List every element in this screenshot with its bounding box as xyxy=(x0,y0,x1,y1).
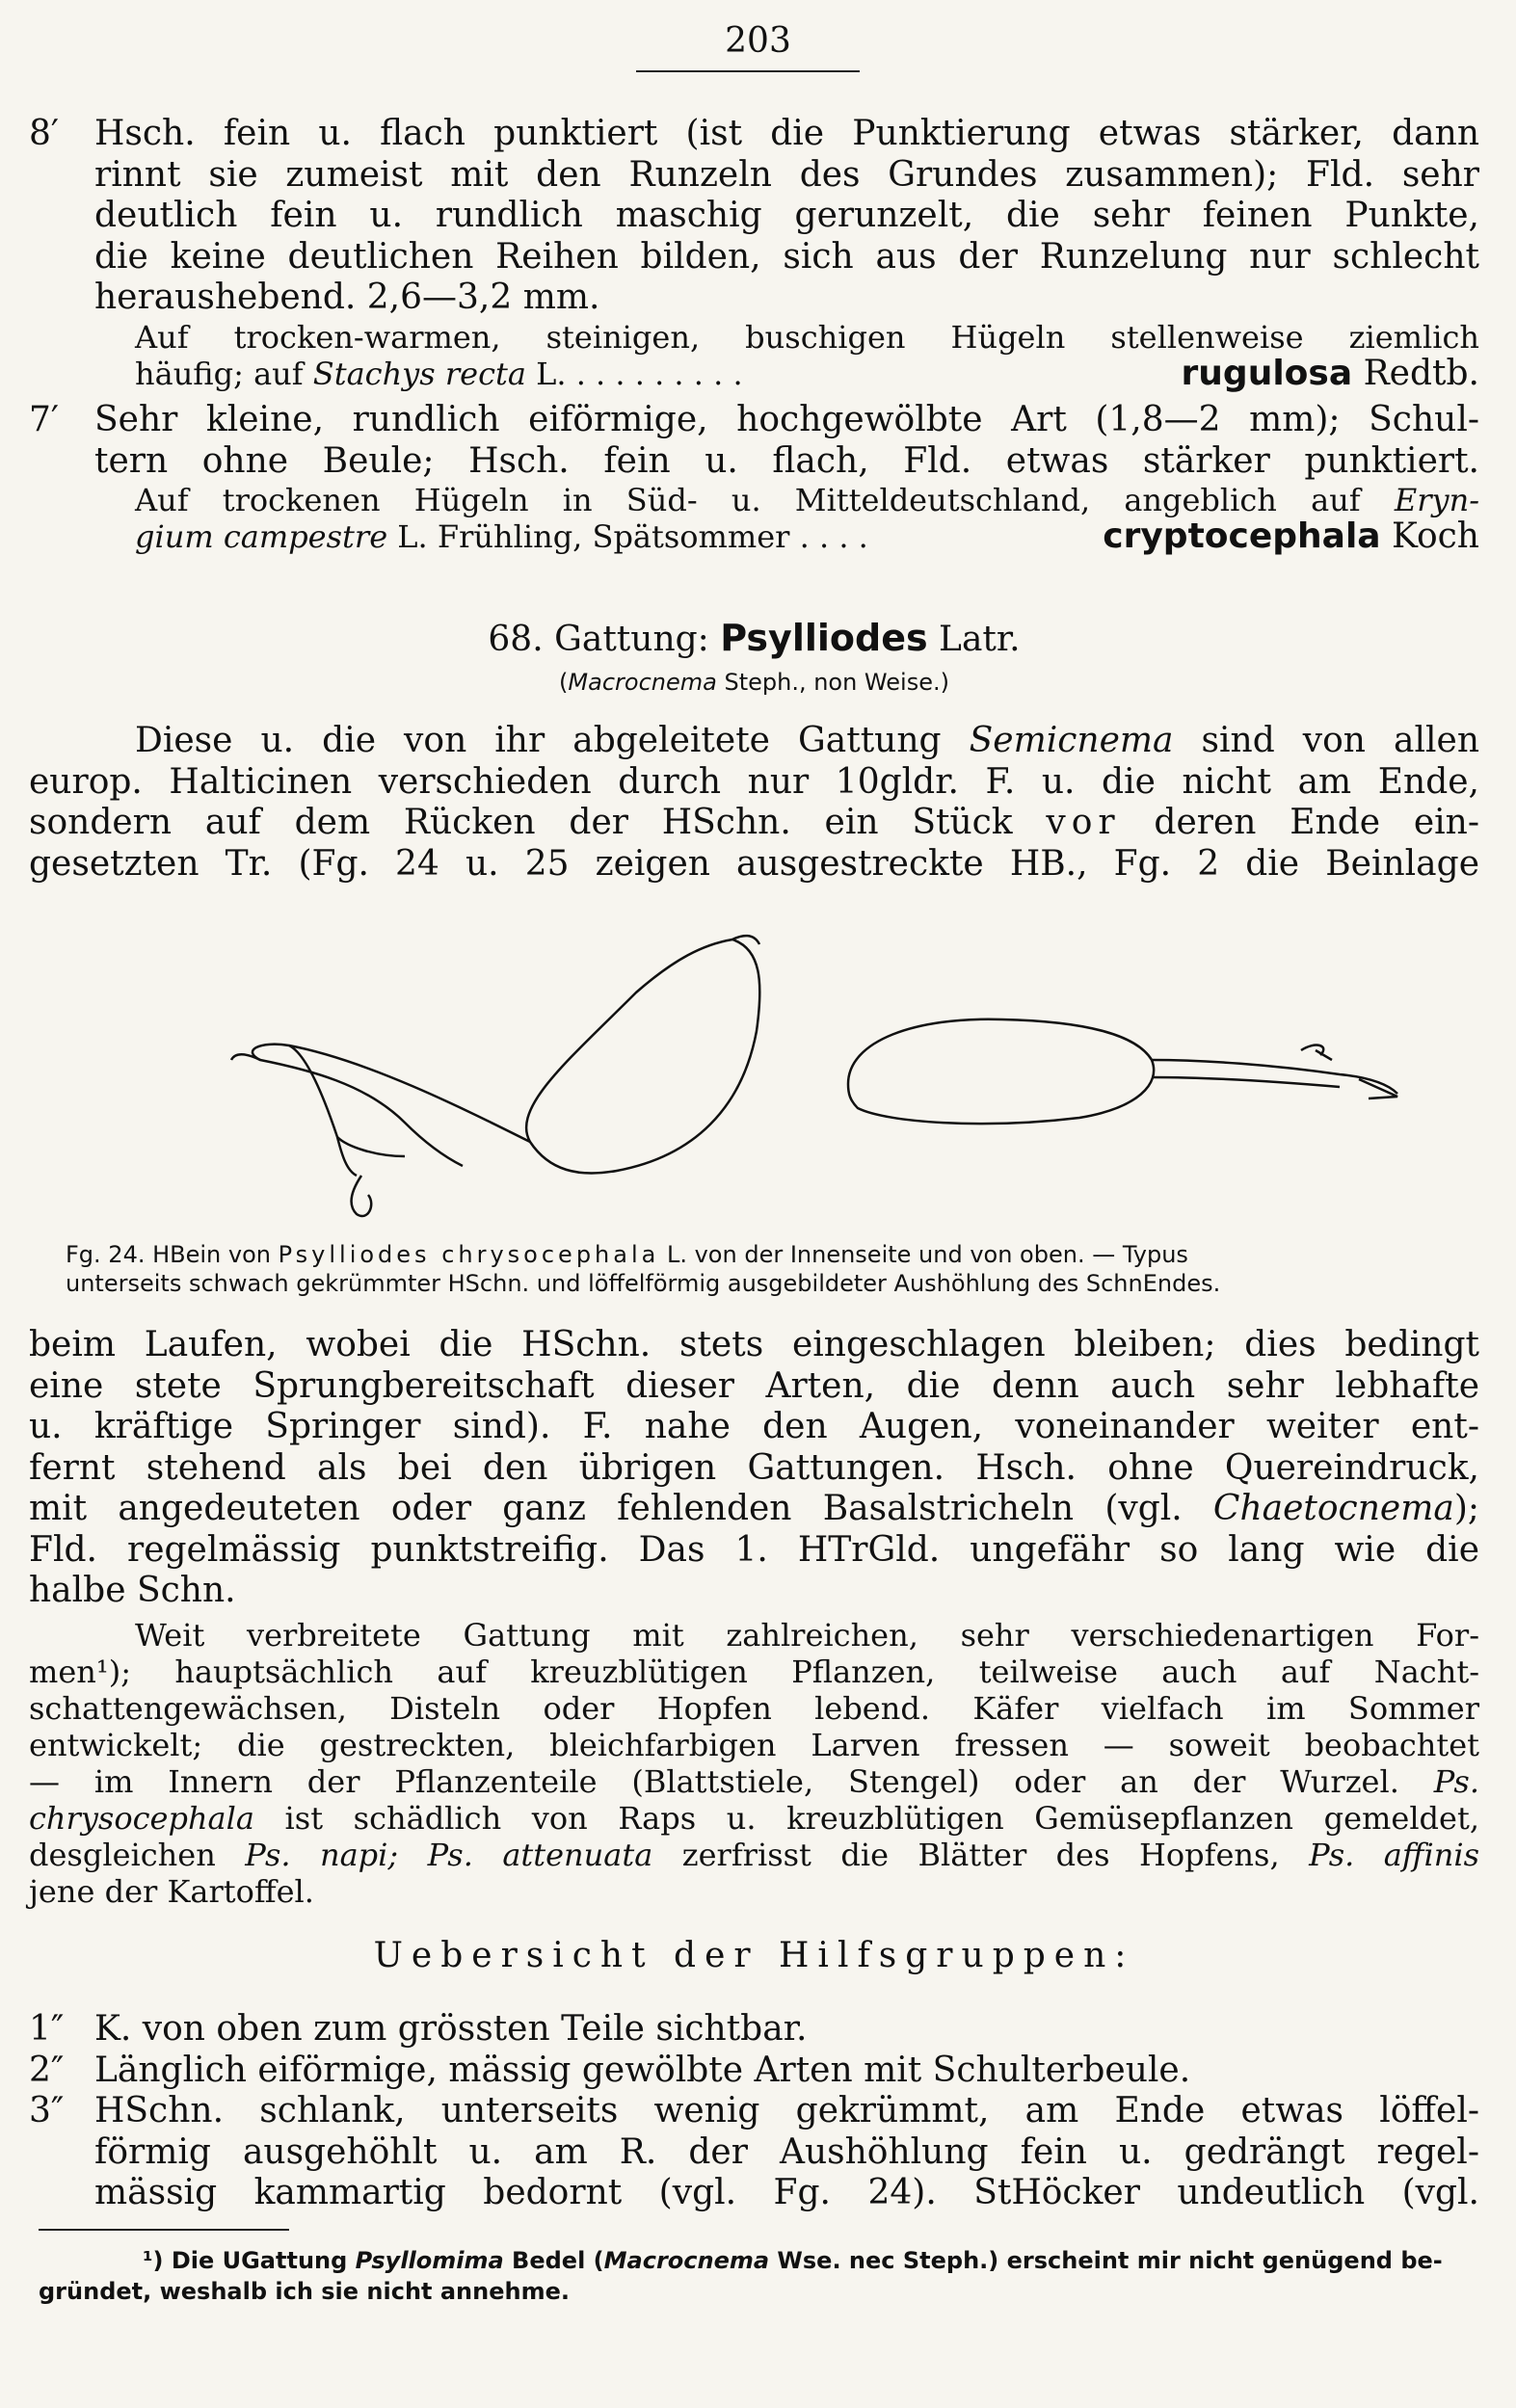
text-line: fernt stehend als bei den übrigen Gattungen. Hsch. ohne Quereindruck, xyxy=(29,1447,1479,1488)
group-number: 2″ xyxy=(29,2050,65,2090)
genus-name: Psylliodes xyxy=(720,617,928,659)
groups-key xyxy=(29,2009,1479,2214)
key-number: 8′ xyxy=(29,114,60,153)
genus-subheading: (Macrocnema Steph., non Weise.) xyxy=(559,669,949,696)
habitat-line: Auf trocken-warmen, steinigen, buschigen Hügeln stellenweise ziemlich xyxy=(135,318,1479,356)
species-name: rugulosa xyxy=(1181,353,1353,393)
text-line: chrysocephala ist schädlich von Raps u. kreuzblütigen Gemüsepflanzen gemeldet, xyxy=(29,1800,1479,1837)
text-line: mit angedeuteten oder ganz fehlenden Basalstricheln (vgl. Chaetocnema); xyxy=(29,1489,1479,1528)
text-line: — im Innern der Pflanzenteile (Blattstiele, Stengel) oder an der Wurzel. Ps. xyxy=(29,1763,1479,1800)
key-line: heraushebend. 2,6—3,2 mm. xyxy=(94,278,600,317)
body-paragraph xyxy=(29,1325,1479,1612)
group-3: 3″ HSchn. schlank, unterseits wenig gekrümmt, am Ende etwas löffel- xyxy=(29,2091,1479,2130)
key-line: tern ohne Beule; Hsch. fein u. flach, Fld. etwas stärker punktiert. xyxy=(94,440,1479,481)
figure-caption: Fg. 24. HBein von Psylliodes chrysocephala L. von der Innenseite und von oben. — Typus xyxy=(66,1241,1188,1268)
text-line: schattengewächsen, Disteln oder Hopfen lebend. Käfer vielfach im Sommer xyxy=(29,1690,1479,1727)
group-number: 3″ xyxy=(29,2091,65,2130)
text-line: halbe Schn. xyxy=(29,1571,236,1610)
text-line: u. kräftige Springer sind). F. nahe den Augen, voneinander weiter ent- xyxy=(29,1407,1479,1446)
footnote-line: gründet, weshalb ich sie nicht annehme. xyxy=(39,2278,570,2305)
text-line: gesetzten Tr. (Fg. 24 u. 25 zeigen ausgestreckte HB., Fg. 2 die Beinlage xyxy=(29,843,1479,884)
figure-caption: unterseits schwach gekrümmter HSchn. und löffelförmig ausgebildeter Aushöhlung des SchnEndes. xyxy=(66,1270,1221,1297)
key-line: 7′ Sehr kleine, rundlich eiförmige, hochgewölbte Art (1,8—2 mm); Schul- xyxy=(29,400,1479,439)
habitat-line: häufig; auf Stachys recta L. . . . . . . . . . rugulosa Redtb. xyxy=(135,353,1479,393)
genus-heading: 68. Gattung: Psylliodes Latr. xyxy=(488,617,1021,659)
key-number: 7′ xyxy=(29,400,60,439)
species-name: cryptocephala xyxy=(1103,516,1381,556)
page-number-rule xyxy=(636,70,860,72)
intro-paragraph xyxy=(29,721,1479,885)
species-author: Redtb. xyxy=(1363,353,1479,393)
text-line: desgleichen Ps. napi; Ps. attenuata zerfrisst die Blätter des Hopfens, Ps. affinis xyxy=(29,1837,1480,1873)
group-3-line: förmig ausgehöhlt u. am R. der Aushöhlung fein u. gedrängt regel- xyxy=(94,2131,1479,2172)
text-line: europ. Halticinen verschieden durch nur 10gldr. F. u. die nicht am Ende, xyxy=(29,761,1479,802)
species-author: Koch xyxy=(1392,516,1479,556)
habitat-line: Auf trockenen Hügeln in Süd- u. Mitteldeutschland, angeblich auf Eryn- xyxy=(135,482,1479,518)
key-entry-7 xyxy=(29,400,1479,555)
hind-leg-inner-view xyxy=(231,936,759,1216)
group-1: 1″ K. von oben zum grössten Teile sichtbar. xyxy=(29,2009,808,2049)
footnote: ¹) Die UGattung Psyllomima Bedel (Macrocnema Wse. nec Steph.) erscheint mir nicht genügend be- xyxy=(143,2247,1443,2274)
group-2: 2″ Länglich eiförmige, mässig gewölbte Arten mit Schulterbeule. xyxy=(29,2050,1191,2090)
group-3-line: mässig kammartig bedornt (vgl. Fg. 24). StHöcker undeutlich (vgl. xyxy=(94,2173,1479,2212)
note-paragraph xyxy=(29,1617,1479,1910)
key-line: 8′ Hsch. fein u. flach punktiert (ist die Punktierung etwas stärker, dann xyxy=(29,114,1479,153)
habitat-line: gium campestre L. Frühling, Spätsommer . . . . cryptocephala Koch xyxy=(135,516,1479,556)
text-line: Weit verbreitete Gattung mit zahlreichen, sehr verschiedenartigen For- xyxy=(135,1617,1479,1654)
text-line: sondern auf dem Rücken der HSchn. ein Stück vor deren Ende ein- xyxy=(29,803,1479,842)
footnote-rule xyxy=(39,2229,289,2231)
text-line: jene der Kartoffel. xyxy=(29,1873,314,1910)
text-line: Fld. regelmässig punktstreifig. Das 1. HTrGld. ungefähr so lang wie die xyxy=(29,1529,1479,1570)
page-number: 203 xyxy=(725,21,791,61)
figure-24-hind-leg xyxy=(116,915,1446,1233)
text-line: beim Laufen, wobei die HSchn. stets eingeschlagen bleiben; dies bedingt xyxy=(29,1325,1479,1364)
key-entry-8 xyxy=(29,114,1479,392)
text-line: eine stete Sprungbereitschaft dieser Arten, die denn auch sehr lebhafte xyxy=(29,1365,1479,1406)
text-line: men¹); hauptsächlich auf kreuzblütigen Pflanzen, teilweise auch auf Nacht- xyxy=(29,1654,1479,1690)
text-line: entwickelt; die gestreckten, bleichfarbigen Larven fressen — soweit beobachtet xyxy=(29,1727,1479,1763)
text-line: Diese u. die von ihr abgeleitete Gattung Semicnema sind von allen xyxy=(135,721,1480,760)
group-number: 1″ xyxy=(29,2009,65,2049)
hind-leg-top-view xyxy=(848,1019,1397,1124)
subsection-title: Uebersicht der Hilfsgruppen: xyxy=(373,1936,1135,1975)
key-line: rinnt sie zumeist mit den Runzeln des Grundes zusammen); Fld. sehr xyxy=(94,154,1479,195)
key-line: die keine deutlichen Reihen bilden, sich aus der Runzelung nur schlecht xyxy=(94,236,1479,277)
key-line: deutlich fein u. rundlich maschig gerunzelt, die sehr feinen Punkte, xyxy=(94,196,1479,235)
